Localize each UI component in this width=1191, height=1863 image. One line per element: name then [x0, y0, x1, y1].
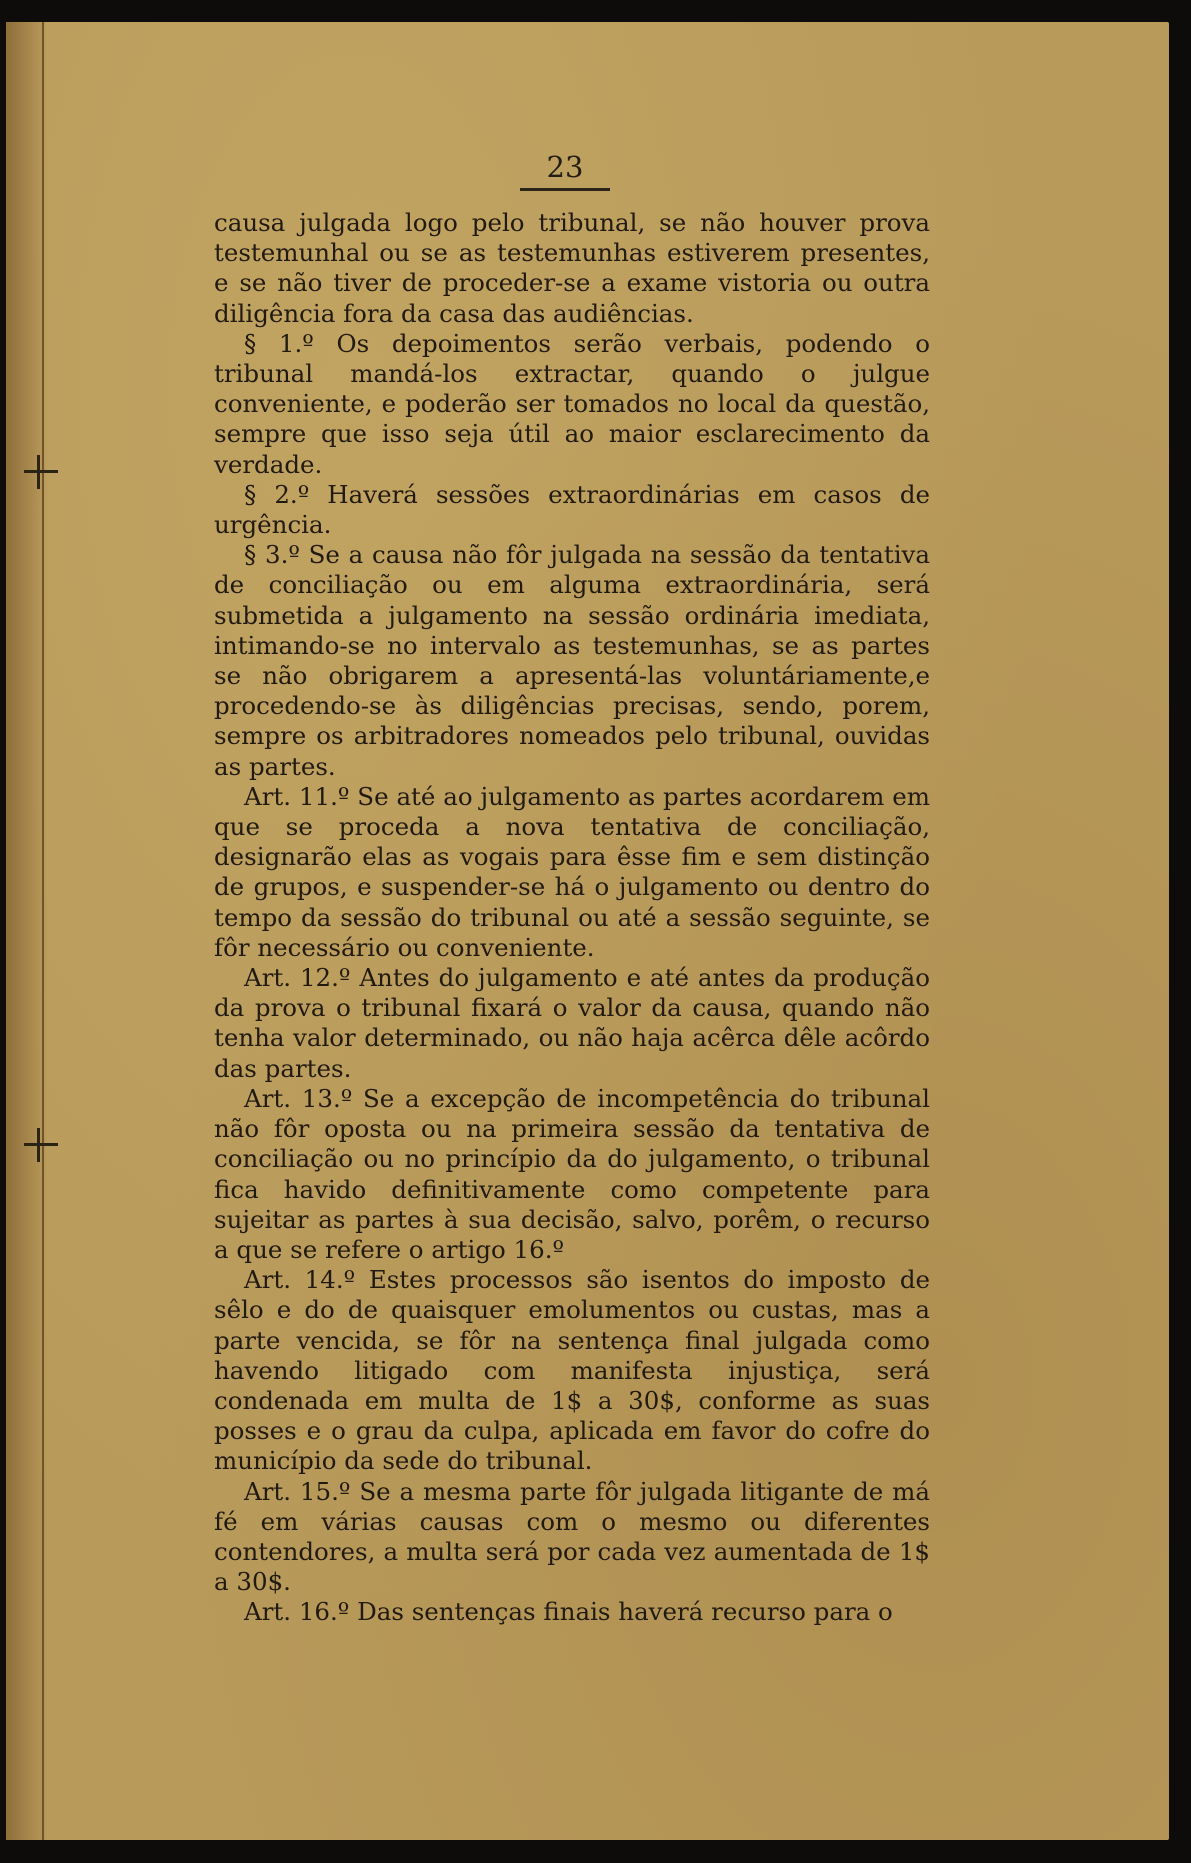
paragraph: Art. 11.º Se até ao julgamento as partes acordarem em que se proceda a nova tentativa de conciliação, designarão elas as vogais para êsse fim e sem distinção de grupos, e suspender-se há o julgamento ou dentro do tempo da sessão do tribunal ou até a sessão seguinte, se fôr necessário ou conveniente.: [214, 781, 930, 962]
paragraph: Art. 12.º Antes do julgamento e até antes da produção da prova o tribunal fixará o valor da causa, quando não tenha valor determinado, ou não haja acêrca dêle acôrdo das partes.: [214, 963, 930, 1083]
paragraph: Art. 15.º Se a mesma parte fôr julgada litigante de má fé em várias causas com o mesmo ou diferentes contendores, a multa será por cada vez aumentada de 1$ a 30$.: [214, 1476, 930, 1597]
paragraph: § 2.º Haverá sessões extraordinárias em casos de urgência.: [214, 479, 930, 540]
paragraph: § 1.º Os depoimentos serão verbais, podendo o tribunal mandá-los extractar, quando o julgue conveniente, e poderão ser tomados no local da questão, sempre que isso seja útil ao maior esclarecimento da verdade.: [214, 328, 930, 479]
page-number-rule: [520, 188, 610, 191]
binding-stitch: [24, 1143, 58, 1146]
binding-stitch: [37, 1128, 40, 1162]
paragraph: Art. 16.º Das sentenças finais haverá recurso para o: [244, 1597, 893, 1627]
page-header: [520, 150, 610, 191]
paragraph: Art. 14.º Estes processos são isentos do imposto de sêlo e do de quaisquer emolumentos ou custas, mas a parte vencida, se fôr na sentença final julgada como havendo litigado com manifesta injustiça, será condenada em multa de 1$ a 30$, conforme as suas posses e o grau da culpa, aplicada em favor do cofre do município da sede do tribunal.: [214, 1265, 930, 1476]
page-number: 23: [546, 150, 584, 184]
binding-stitch: [24, 470, 58, 473]
body-text: [214, 208, 930, 1628]
binding-stitch: [37, 455, 40, 489]
paragraph: causa julgada logo pelo tribunal, se não houver prova testemunhal ou se as testemunhas estiverem presentes, e se não tiver de proceder-se a exame vistoria ou outra diligência fora da casa das audiências.: [214, 208, 930, 328]
paragraph: § 3.º Se a causa não fôr julgada na sessão da tentativa de conciliação ou em alguma extraordinária, será submetida a julgamento na sessão ordinária imediata, intimando-se no intervalo as testemunhas, se as partes se não obrigarem a apresentá-las voluntáriamente,e procedendo-se às diligências precisas, sendo, porem, sempre os arbitradores nomeados pelo tribunal, ouvidas as partes.: [214, 540, 930, 781]
binding-edge: [42, 22, 44, 1840]
paragraph: Art. 13.º Se a excepção de incompetência do tribunal não fôr oposta ou na primeira sessão da tentativa de conciliação ou no princípio da do julgamento, o tribunal fica havido definitivamente como competente para sujeitar as partes à sua decisão, salvo, porêm, o recurso a que se refere o artigo 16.º: [214, 1083, 930, 1264]
